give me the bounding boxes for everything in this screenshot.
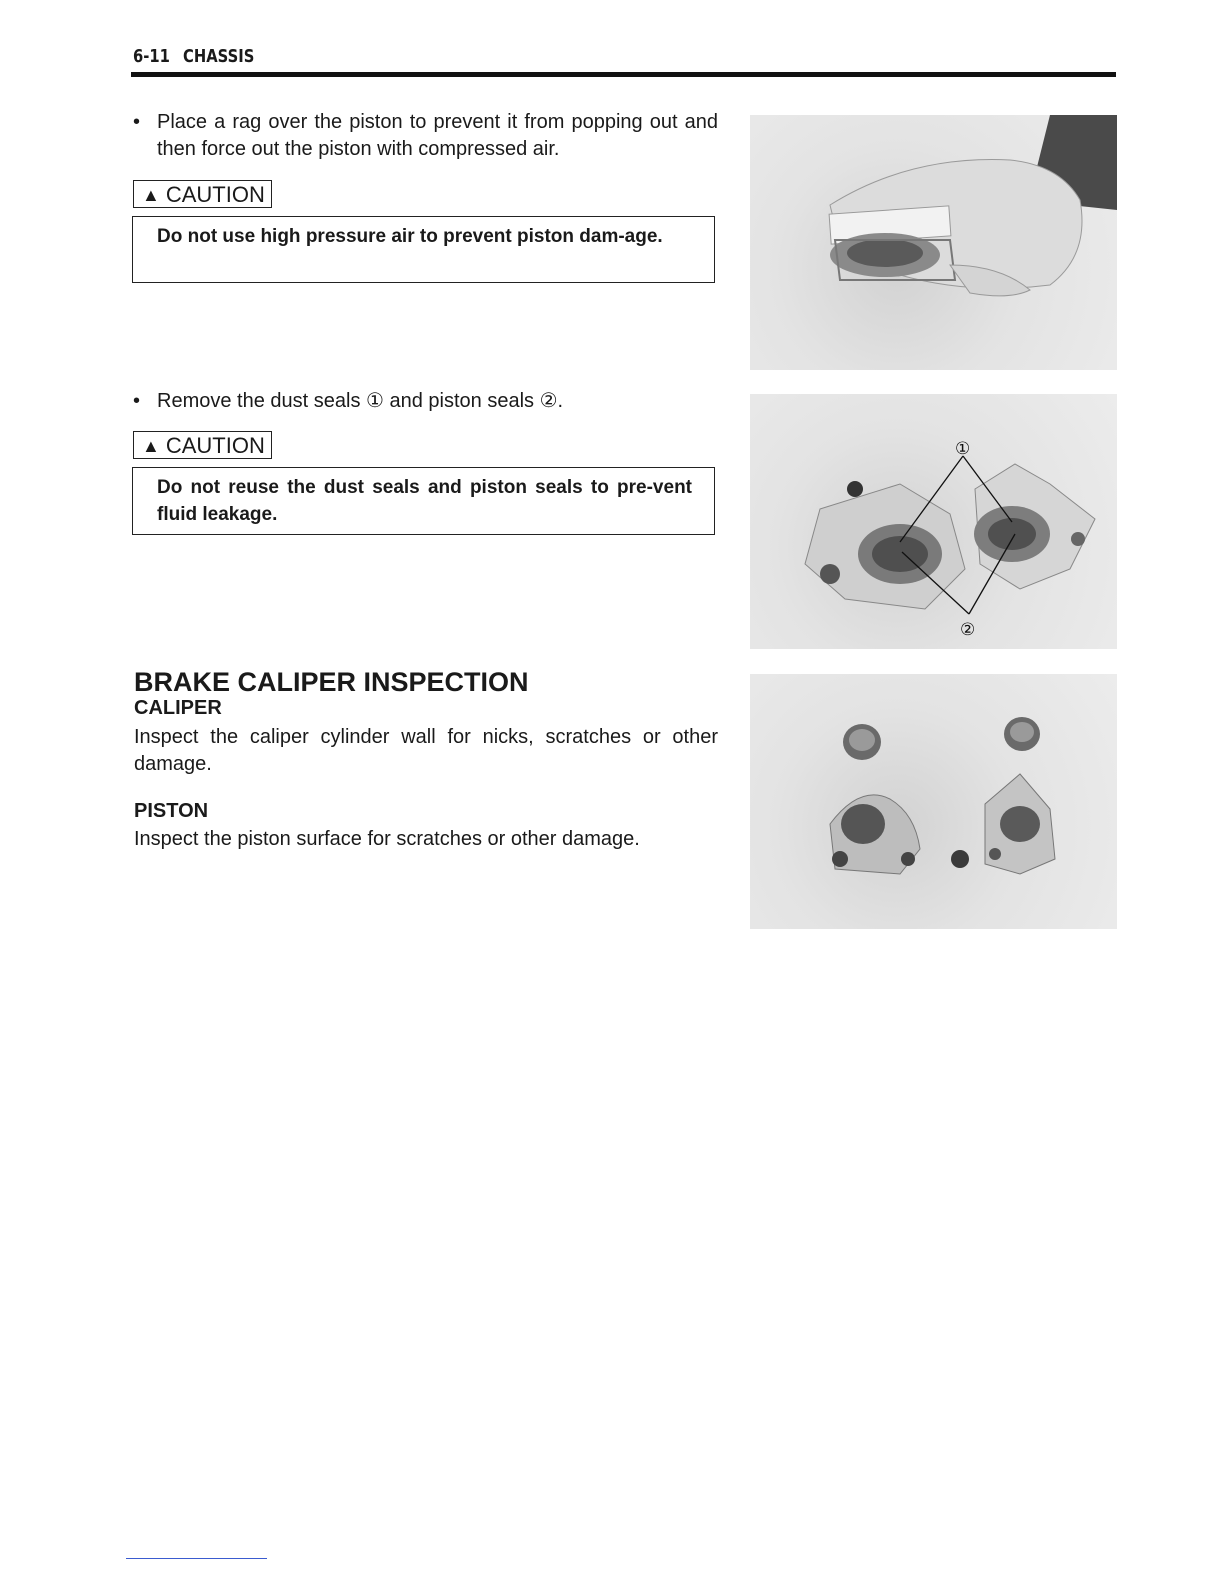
caution-label-1 (133, 180, 272, 208)
caution-1-text: Do not use high pressure air to prevent piston dam-age. (157, 226, 663, 247)
header-rule (131, 72, 1116, 77)
caution-label-text: CAUTION (165, 182, 265, 207)
callout-2-label: ② (960, 620, 976, 640)
bullet-marker: • (133, 111, 141, 133)
warning-triangle-icon: ▲ (142, 185, 160, 205)
caution-box-1 (132, 216, 715, 283)
photo-caliper-inspection (750, 674, 1117, 929)
section-title: BRAKE CALIPER INSPECTION (134, 667, 529, 697)
caution-label-text: CAUTION (165, 433, 265, 458)
callout-1-label: ① (955, 439, 971, 459)
piston-text: Inspect the piston surface for scratches or other damage. (134, 828, 640, 850)
section-name: CHASSIS (183, 46, 255, 67)
caution-2-text: Do not reuse the dust seals and piston seals to pre-vent fluid leakage. (157, 477, 692, 525)
page-number: 6-11 (133, 46, 170, 67)
piston-heading: PISTON (134, 800, 209, 822)
bullet-marker: • (133, 390, 141, 412)
warning-triangle-icon: ▲ (142, 436, 160, 456)
step-1-text: Place a rag over the piston to prevent it from popping out and then force out the piston with compressed air. (157, 111, 718, 160)
page-header (133, 46, 254, 67)
photo-piston-removal (750, 115, 1117, 370)
caliper-heading: CALIPER (134, 697, 222, 719)
step-1 (133, 109, 718, 163)
step-2 (133, 388, 718, 415)
photo-seal-removal (750, 394, 1117, 649)
footer-link-underline (126, 1558, 267, 1559)
step-2-text: Remove the dust seals ① and piston seals ②. (157, 390, 564, 412)
caution-label-2 (133, 431, 272, 459)
caution-box-2 (132, 467, 715, 535)
caliper-text: Inspect the caliper cylinder wall for nicks, scratches or other damage. (134, 726, 718, 775)
